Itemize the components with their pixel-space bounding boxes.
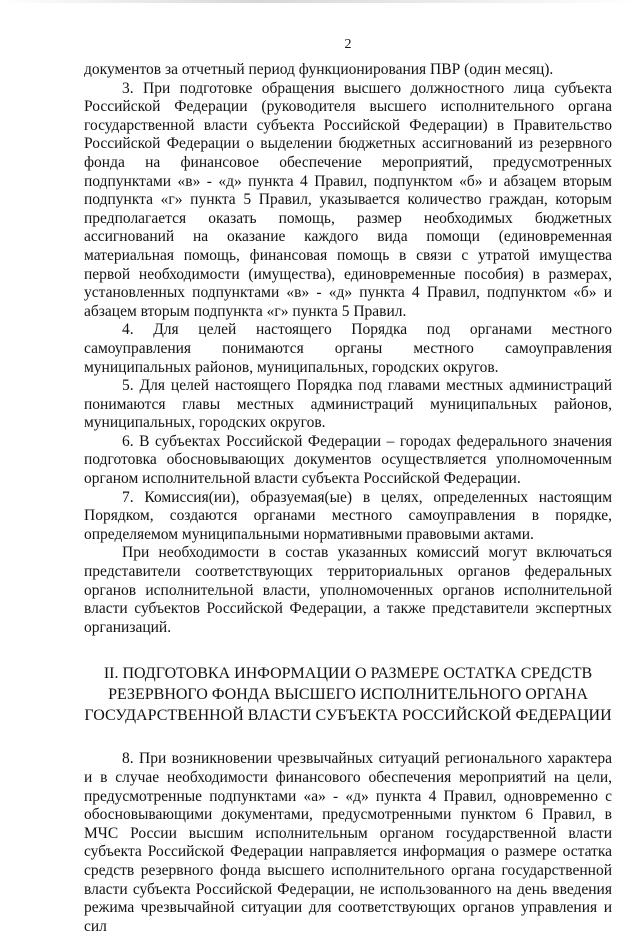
section-heading-line-2: РЕЗЕРВНОГО ФОНДА ВЫСШЕГО ИСПОЛНИТЕЛЬНОГО ОРГАНА xyxy=(108,686,588,704)
paragraph-3: 3. При подготовке обращения высшего должностного лица субъекта Российской Федерации (руководителя высшего исполнительного органа государственной власти субъекта Российской Федерации) в Правительство Российской Федерации о выделении бюджетных ассигнований из резервного фонда на финансовое обеспечение мероприятий, предусмотренных подпунктами «в» - «д» пункта 4 Правил, подпунктом «б» и абзацем вторым подпункта «г» пункта 5 Правил, указывается количество граждан, которым предполагается оказать помощь, размер необходимых бюджетных ассигнований на оказание каждого вида помощи (единовременная материальная помощь, финансовая помощь в связи с утратой имущества первой необходимости (имущества), единовременные пособия) в размерах, установленных подпунктами «в» - «д» пункта 4 Правил, подпунктом «б» и абзацем вторым подпункта «г» пункта 5 Правил. xyxy=(84,79,612,320)
page-number: 2 xyxy=(344,37,352,52)
section-heading-line-3: ГОСУДАРСТВЕННОЙ ВЛАСТИ СУБЪЕКТА РОССИЙСКОЙ ФЕДЕРАЦИИ xyxy=(84,707,612,725)
paragraph-8: 8. При возникновении чрезвычайных ситуаций регионального характера и в случае необходимости финансового обеспечения мероприятий на цели, предусмотренные подпунктами «а» - «д» пункта 4 Правил, одновременно с обосновывающими документами, предусмотренными пунктом 6 Правил, в МЧС России высшим исполнительным органом государственной власти субъекта Российской Федерации направляется информация о размере остатка средств резервного фонда высшего исполнительного органа государственной власти субъекта Российской Федерации, не использованного на день введения режима чрезвычайной ситуации для соответствующих органов управления и сил xyxy=(84,750,612,935)
body-text-top xyxy=(84,61,612,637)
paragraph-7: 7. Комиссия(ии), образуемая(ые) в целях, определенных настоящим Порядком, создаются органами местного самоуправления в порядке, определяемом муниципальными нормативными правовыми актами. xyxy=(84,488,612,543)
section-heading xyxy=(84,663,612,726)
paragraph-5: 5. Для целей настоящего Порядка под главами местных администраций понимаются главы местных администраций муниципальных районов, муниципальных, городских округов. xyxy=(84,377,612,432)
paragraph-4: 4. Для целей настоящего Порядка под органами местного самоуправления понимаются органы местного самоуправления муниципальных районов, муниципальных, городских округов. xyxy=(84,321,612,376)
page-top-edge xyxy=(0,0,640,3)
paragraph-6: 6. В субъектах Российской Федерации – городах федерального значения подготовка обосновывающих документов осуществляется уполномоченным органом исполнительной власти субъекта Российской Федерации. xyxy=(84,432,612,488)
section-heading-line-1: II. ПОДГОТОВКА ИНФОРМАЦИИ О РАЗМЕРЕ ОСТАТКА СРЕДСТВ xyxy=(103,665,593,683)
paragraph-7-continued: При необходимости в состав указанных комиссий могут включаться представители соответствующих территориальных органов федеральных органов исполнительной власти, уполномоченных органов исполнительной власти субъектов Российской Федерации, а также представители экспертных организаций. xyxy=(84,544,612,636)
paragraph-continuation: документов за отчетный период функционирования ПВР (один месяц). xyxy=(84,61,554,78)
